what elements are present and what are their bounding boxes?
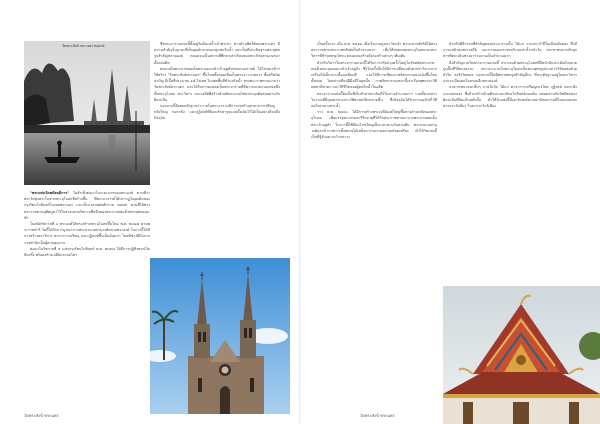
folio-left: วัดพระสังข์ พระนคร xyxy=(24,413,59,418)
temple-roof-photo xyxy=(443,286,600,424)
paragraph: นอกจากนี้ยังพบหลักฐานว่าภายในพระอารามมีการก่อสร้างศาลาการเปรียญหลังใหญ่ หอระฆัง และกุฏิสงฆ์ที่ยังคงรักษารูปแบบดั้งเดิมไว้ได้เป็นอย่างดีจนถึงปัจจุบัน xyxy=(154,104,280,121)
paragraph: ซึ่งพระอารามแห่งนี้ตั้งอยู่ริมฝั่งแม่น้ำเจ้าพระยา ทางด้านทิศใต้ของพระนคร มีความสำคัญในฐานะที่เป็นศูนย์กลางของชุมชนริมน้ำ และเป็นที่ประดิษฐานพระพุทธรูปสำคัญหลายองค์ ตลอดจนเป็นสถานที่ศึกษาเล่าเรียนของพระภิกษุสามเณรมาตั้งแต่อดีต xyxy=(154,42,280,65)
text-column-2 xyxy=(154,41,280,207)
paragraph: สำหรับพิธีกรรมที่สำคัญของพระอารามนั้น ได้แก่ งานประจำปีในเดือนสิบสอง ซึ่งมีการแห่ผ้าห่มพระเจดีย์ และการลอยกระทงบริเวณท่าน้ำหน้าวัด ประชาชนจากทั่วทุกสารทิศจะเดินทางมาร่วมงานเป็นจำนวนมาก xyxy=(443,42,577,59)
paragraph: ต่อมาเมื่อพระบาทสมเด็จพระจอมเกล้าเจ้าอยู่หัวทรงครองราชย์ ได้โปรดเกล้าฯ ให้สร้าง "วัดพระสังข์พระนคร" ขึ้นใหม่ทั้งหมดเพื่อเป็นพระอารามหลวง ชั้นตรีชนิดสามัญ มีเนื้อที่ประมาณ ๑๕ ไร่เศษ ในเขตพื้นที่ตำบลริมน้ำ ทรงพระราชทานนามว่า วัดพระสังข์พระนคร และได้รับการยกย่องเป็นพระอารามที่มีความสวยงามแห่งหนึ่ง ทั้งพระอุโบสถ พระวิหาร และเจดีย์ที่สร้างด้วยศิลปะแบบไทยประยุกต์ผสมผสานกับศิลปะจีน xyxy=(154,66,280,102)
paragraph: ในสมัยรัชกาลที่ ๓ พระองค์ได้ทรงสร้างพระอุโบสถขึ้นใหม่ พ.ศ. ๒๓๗๘ ตามพระราชดำริ วัดนี้ได้รับการบูรณะจากพระบรมวงศานุวงศ์หลายพระองค์ ในการนี้ได้มีการสร้างพระวิหาร ศาลาการเปรียญ และกุฏิสงฆ์ขึ้นเป็นอันมาก โดยมีช่างฝีมือจากราชสำนักเป็นผู้ควบคุมงาน xyxy=(24,222,150,245)
paragraph: สิ่งสำคัญภายในพระอารามแห่งนี้ ประกอบด้วยพระอุโบสถที่มีหน้าบันประดับด้วยลายปูนปั้นที่วิจิตรงดงาม พระประธานในพระอุโบสถเป็นพระพุทธรูปปางมารวิชัยหล่อด้วยสำริด ลงรักปิดทอง นอกจากนี้ยังมีพระพุทธรูปสำคัญอื่นๆ ที่ประดิษฐานอยู่ในพระวิหาร และระเบียงคดโดยรอบอีกหลายองค์ xyxy=(443,60,577,84)
paragraph: สำหรับวิหารในพระอารามแห่งนี้ได้รับการปรับปรุงครั้งใหญ่ในรัชสมัยพระบาทสมเด็จพระจุลจอมเกล้าเจ้าอยู่หัว ซึ่งในครั้งนั้นได้มีการเปลี่ยนหลังคาพระวิหารจากเครื่องไม้เป็นกระเบื้องเคลือบสี และได้มีการเขียนภาพจิตรกรรมฝาผนังขึ้นใหม่ทั้งหมด โดยช่างเขียนฝีมือดีในยุคนั้น ภาพจิตรกรรมเหล่านี้เล่าเรื่องพุทธประวัติ ทศชาติชาดก และวิถีชีวิตของผู้คนริมน้ำในอดีต xyxy=(311,60,437,90)
paragraph: เป็นครั้งแรก เมื่อ พ.ศ. ๒๔๑๑ เมื่อเริ่มงานบูรณะวัดแล้ว พระมหากษัตริย์ได้ทรงพระราชทานพระราชทรัพย์เป็นจำนวนมาก เพื่อให้ซ่อมแซมพระอุโบสถและพระวิหารที่ชำรุดทรุดโทรม ตลอดจนสร้างสิ่งก่อสร้างต่างๆ เพิ่มเติม xyxy=(311,42,437,59)
paragraph: อาคารเสนาสนะอื่นๆ ภายในวัด ได้แก่ ศาลาการเปรียญทรงไทย กุฏิสงฆ์ หอระฆัง และหอกลอง ซึ่งล้วนสร้างด้วยศิลปะแบบรัตนโกสินทร์ตอนต้น ผสมผสานกับอิทธิพลของศิลปะจีนที่นิยมในสมัยนั้น ทำให้วัดแห่งนี้มีเอกลักษณ์ทางสถาปัตยกรรมที่โดดเด่นแตกต่างจากวัดอื่นๆ ในละแวกใกล้เคียง xyxy=(443,85,577,109)
page-gutter xyxy=(299,0,301,424)
riverside-temple-photo xyxy=(24,41,150,185)
lead-title: "พระแท่นวัดพนัสบดีการ" xyxy=(30,191,70,195)
cathedral-photo xyxy=(150,258,290,414)
text-column-4 xyxy=(443,41,577,281)
paragraph: ราว พ.ศ. ๒๔๔๐ ได้มีการสร้างพระเจดีย์องค์ใหญ่ขึ้นทางด้านหลังของพระอุโบสถ เพื่อบรรจุพระบรมสารีริกธาตุที่ได้รับพระราชทานมาจากพระบาทสมเด็จพระเจ้าอยู่หัว ในการนี้มีพิธีสมโภชใหญ่เป็นเวลาสามวันสามคืน พระบรมวงศานุวงศ์และข้าราชการทั้งหลายได้เสด็จมาร่วมงานอย่างพร้อมเพรียง ทำให้วัดแห่งนี้เป็นที่รู้จักอย่างกว้างขวาง xyxy=(311,110,437,140)
text-column-3 xyxy=(311,41,437,406)
paragraph: พระอารามแห่งนี้ยังเป็นที่เก็บรักษาพระคัมภีร์ใบลานจำนวนมาก รวมทั้งเอกสารโบราณที่มีคุณค่าทางประวัติศาสตร์อีกหลายชิ้น ซึ่งปัจจุบันได้รับการอนุรักษ์ไว้ที่หอไตรกลางสระน้ำ xyxy=(311,91,437,109)
paragraph: ในสำเพ็งต่อมาในระยะแรกของพระองค์ ตามที่ว่าพระวัดทุ่งพระในช่วงพระอุโบสถที่สร้างขึ้น ที่พระอาจารย์ได้ปรากฏในยุคต้นของกรุงรัตนโกสินทร์ในเขตพระนคร และเป็นเวลาพุทธศักราช ๒๓๒๙ ตามที่ได้ทรงพระราชทานอุทิศบูชาไว้ในช่วงปลายรัชกาลที่หนึ่งของพระบาทสมเด็จพระพุทธยอดฟ้า xyxy=(24,191,150,220)
paragraph: ต่อมาในรัชกาลที่ ๔ แห่งกรุงรัตนโกสินทร์ พ.ศ. ๒๓๙๗ ได้มีการปฏิสังขรณ์วัดอีกครั้ง พร้อมสร้างเจดีย์และหอไตร xyxy=(24,246,150,258)
text-column-1 xyxy=(24,190,150,410)
photo-label-top: วัดพระสังข์ พระนคร ๒๔๙๕ xyxy=(62,44,105,48)
folio-right: วัดพระสังข์ พระนคร xyxy=(360,413,395,418)
